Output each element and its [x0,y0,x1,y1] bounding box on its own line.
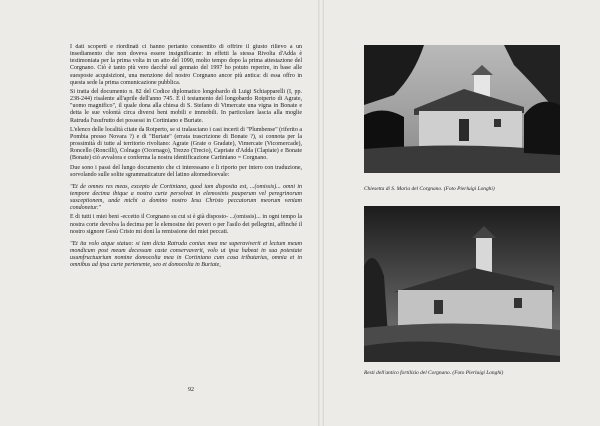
translation-paragraph: E di tutti i miei beni -eccetto il Corgnano su cui si è già disposto- ...(omissis)... in ogni tempo la nostra corte devolva la decima per le elemosine dei poveri o per l'asilo dei pellegrini, affinché il nostro signore Gesù Cristo mi doni la remissione dei miei peccati. [70,214,302,235]
paragraph: Due sono i passi del lungo documento che ci interessano e li riporto per intero con traduzione, sorvolando sulle solite sgrammaticature del latino altomedioevale: [70,164,302,178]
paragraph: Si tratta del documento n. 82 del Codice diplomatico longobardo di Luigi Schiapparelli (I, pp. 238-244) risalente all'aprile dell'anno 745. È il testamento del longobardo Rotperto di Agrate, "uomo magnifico", il quale dona alla chiesa di S. Stefano di Vimercate una vigna in Bonate e detta le sue volontà circa diversi beni mobili e immobili. In particolare lascia alla moglie Ratruda l'usufrutto dei possessi in Cortiniano e Buriate. [70,88,302,124]
fortress-photo [364,206,560,362]
paragraph: L'elenco delle località citate da Rotperto, se si tralasciano i casi incerti di "Plumbense" (riferito a Pombia presso Novara ?) e di "Buriate" (errata trascrizione di Bonate ?), si connota per la prossimità di tutte al territorio rivoltano: Agrate (Grate o Gradate), Vimercate (Vicomercade), Roncello (Roncilli), Colnago (Ocornago), Trezzo (Trecio), Capriate d'Adda (Clapiate) e Bonate (Bonate) ciò avvalora e conferma la nostra identificazione Cartiniano = Corgnano. [70,126,302,162]
chapel-photo [364,45,560,173]
book-gutter [318,0,324,426]
paragraph: I dati scoperti e riordinati ci hanno pertanto consentito di offrire il giusto rilievo a un insediamento che non doveva essere insignificante: in effetti la stessa Rivolta d'Adda è testimoniata per la prima volta in un atto del 1090, molto tempo dopo la prima attestazione del Corgnano. Ciò è tanto più vero dacché sul gennaio del 1997 ho potuto reperire, in base alle suesposte acquisizioni, una menzione del nostro Corgnano ancor più antica: di essa offro in questa sede la prima comunicazione pubblica. [70,44,302,86]
chapel-photo-caption: Chiesetta di S. Maria del Corgnano. (Foto Pierluigi Longhi) [364,186,495,192]
fortress-photo-caption: Resti dell'antico fortilizio del Corgnano. (Foto Pierluigi Longhi) [364,370,504,376]
latin-quote: "Et ita volo atque statuo: si iam dicta Ratruda coniux mea me superaviverit et lectum meum mondicum post meum decessum caste conservaverit, volo ut ipsa habeat in sua potestate usumfructuarium nomine domocolta mea in Cortiniano cum casa tributarias, omnia et in omnibus ad ipsa curte pertenente, seo et domocolta in Buriate, [70,240,302,269]
left-page-text [70,44,302,384]
page-number: 92 [188,387,194,393]
latin-quote: "Et de omnes res meas, excepto de Cortiniano, quod iam disposita est, ...(omissis)... omni in tempore decima ibique a nostra curte persolvat in elemosinis pauperum vel peregrinorum susceptionem, unde michi a domino nostro Iesu Christo peccatorum meorum veniam condonetur." [70,183,302,212]
